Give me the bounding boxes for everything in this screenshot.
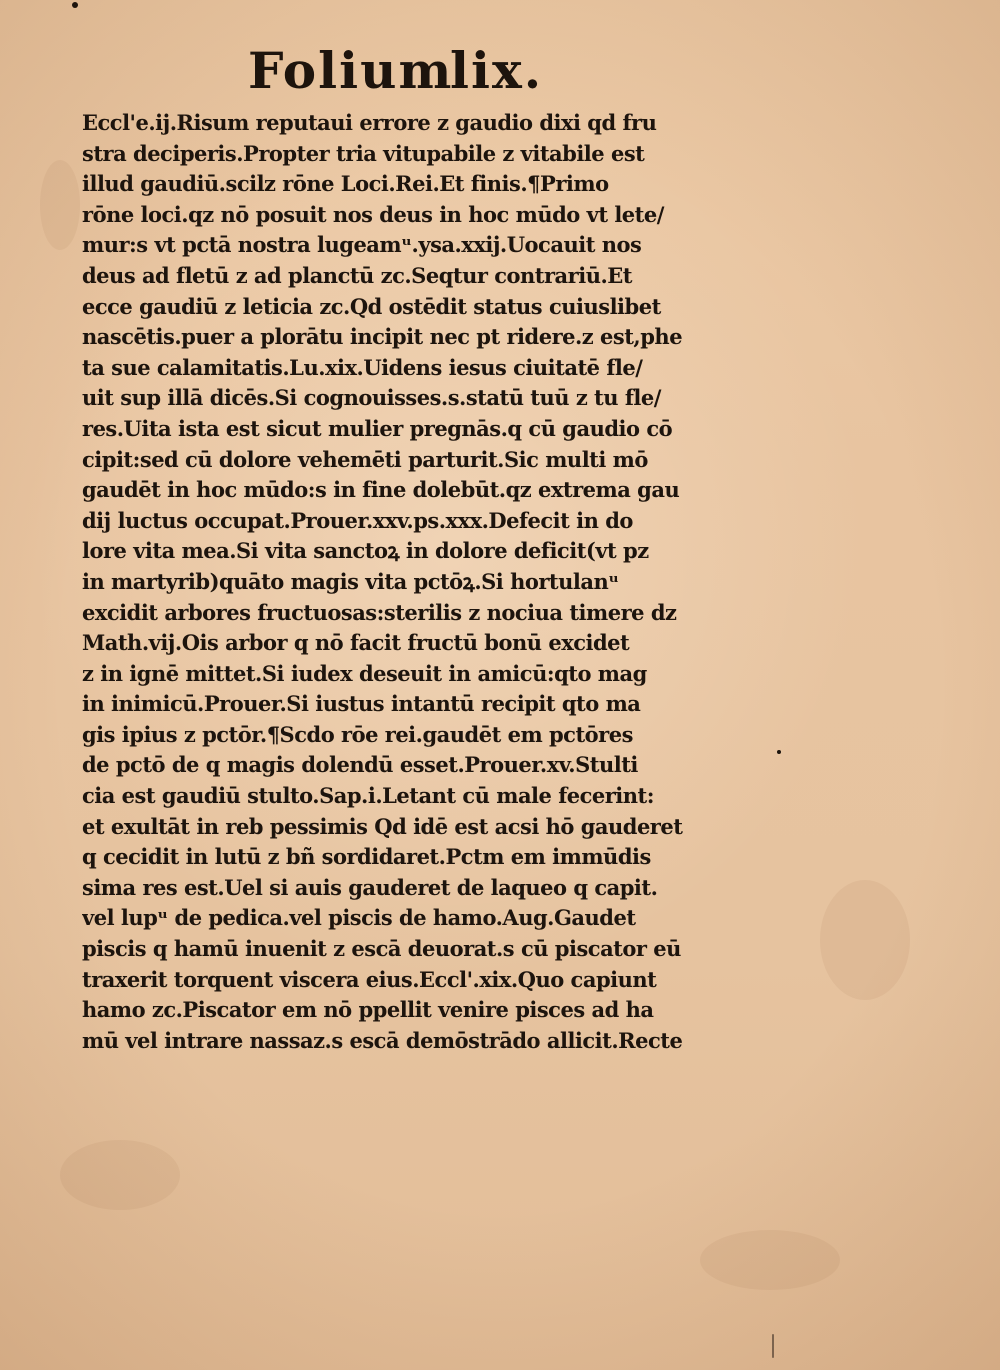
text-line: vel lupᵘ de pedica.vel piscis de hamo.Aug.Gaudet: [82, 905, 636, 931]
folio-word: Folium: [248, 41, 454, 100]
text-line: illud gaudiū.scilz rōne Loci.Rei.Et finis.¶Primo: [82, 171, 609, 197]
text-line: dij luctus occupat.Prouer.xxv.ps.xxx.Defecit in do: [82, 507, 633, 533]
ink-mark: [772, 1334, 774, 1358]
text-line: lore vita mea.Si vita sanctoꝝ in dolore deficit(vt pz: [82, 538, 649, 564]
text-line: de pctō de q magis dolendū esset.Prouer.xv.Stulti: [82, 752, 638, 778]
ink-speck: [777, 750, 781, 754]
text-line: traxerit torquent viscera eius.Eccl'.xix.Quo capiunt: [82, 966, 657, 992]
text-line: excidit arbores fructuosas:sterilis z nociua timere dz: [82, 599, 677, 625]
text-line: z in ignē mittet.Si iudex deseuit in amicū:qto mag: [82, 660, 647, 686]
ink-speck: [72, 2, 78, 8]
text-line: stra deciperis.Propter tria vitupabile z vitabile est: [82, 140, 645, 166]
text-line: mū vel intrare nassaz.s escā demōstrādo allicit.Recte: [82, 1027, 683, 1053]
text-line: deus ad fletū z ad planctū zc.Seqtur contrariū.Et: [82, 262, 632, 288]
text-line: in martyrib)quāto magis vita pctōꝝ.Si hortulanᵘ: [82, 568, 619, 594]
text-line: ecce gaudiū z leticia zc.Qd ostēdit status cuiuslibet: [82, 293, 661, 319]
text-line: hamo zc.Piscator em nō ppellit venire pisces ad ha: [82, 997, 654, 1023]
text-line: gaudēt in hoc mūdo:s in fine dolebūt.qz extrema gau: [82, 477, 680, 503]
text-line: ta sue calamitatis.Lu.xix.Uidens iesus ciuitatē fle/: [82, 354, 643, 380]
folio-number: lix.: [450, 41, 544, 100]
text-line: Eccl'e.ij.Risum reputaui errore z gaudio dixi qd fru: [82, 110, 657, 135]
paper-stain: [820, 880, 910, 1000]
text-line: gis ipius z pctōr.¶Scdo rōe rei.gaudēt em pctōres: [82, 721, 633, 747]
text-line: cipit:sed cū dolore vehemēti parturit.Sic multi mō: [82, 446, 648, 472]
paper-stain: [60, 1140, 180, 1210]
text-line: cia est gaudiū stulto.Sap.i.Letant cū male fecerint:: [82, 783, 655, 809]
text-line: piscis q hamū inuenit z escā deuorat.s cū piscator eū: [82, 936, 681, 962]
folio-header: [248, 36, 568, 106]
text-block: [82, 108, 768, 1056]
paper-stain: [40, 160, 80, 250]
paper-stain: [700, 1230, 840, 1290]
text-line: in inimicū.Prouer.Si iustus intantū recipit qto ma: [82, 691, 641, 717]
text-line: rōne loci.qz nō posuit nos deus in hoc mūdo vt lete/: [82, 201, 664, 227]
text-line: Math.vij.Ois arbor q nō facit fructū bonū excidet: [82, 630, 630, 656]
text-line: uit sup illā dicēs.Si cognouisses.s.statū tuū z tu fle/: [82, 385, 661, 411]
text-line: nascētis.puer a plorātu incipit nec pt ridere.z est,phe: [82, 324, 683, 350]
text-line: et exultāt in reb pessimis Qd idē est acsi hō gauderet: [82, 813, 683, 839]
text-line: res.Uita ista est sicut mulier pregnās.q cū gaudio cō: [82, 415, 673, 441]
text-line: q cecidit in lutū z bñ sordidaret.Pctm em immūdis: [82, 844, 651, 870]
text-line: sima res est.Uel si auis gauderet de laqueo q capit.: [82, 874, 658, 900]
text-line: mur:s vt pctā nostra lugeamᵘ.ysa.xxij.Uocauit nos: [82, 232, 642, 258]
